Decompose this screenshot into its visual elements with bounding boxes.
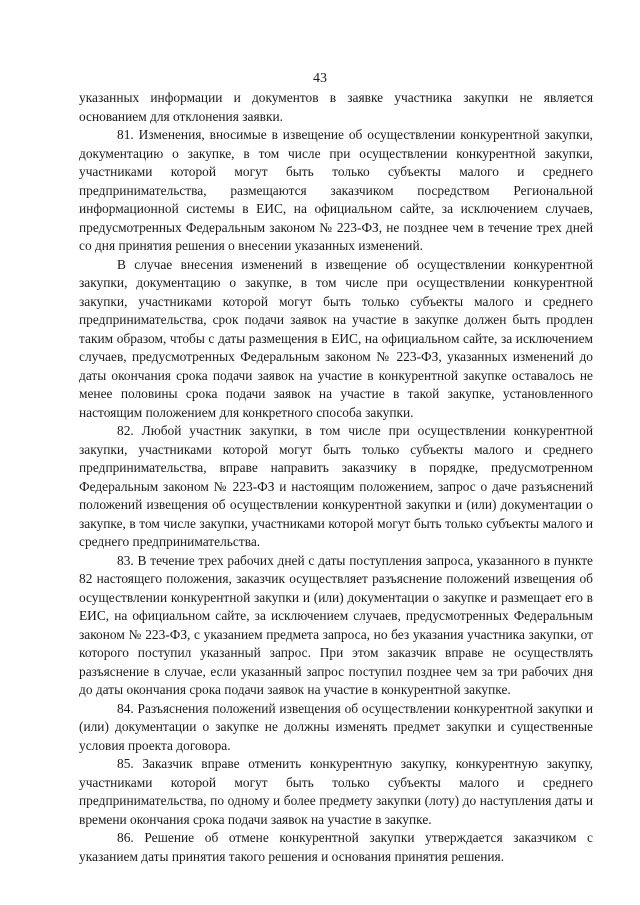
paragraph-continuation: указанных информации и документов в заявке участника закупки не является основанием для отклонения заявки. [79,90,593,124]
paragraph-81-amendments: В случае внесения изменений в извещение об осуществлении конкурентной закупки, документацию о закупке, в том числе при осуществлении конкурентной закупки, участниками которой могут быть только субъекты малого и среднего предпринимательства, срок подачи заявок на участие в закупке должен быть продлен таким образом, чтобы с даты размещения в ЕИС, на официальном сайте, за исключением случаев, предусмотренных Федеральным законом № 223-ФЗ, указанных изменений до даты окончания срока подачи заявок на участие в конкурентной закупке оставалось не менее половины срока подачи заявок на участие в такой закупке, установленного настоящим положением для конкретного способа закупки. [79,256,593,420]
paragraph-86: 86. Решение об отмене конкурентной закупки утверждается заказчиком с указанием даты принятия такого решения и основания принятия решения. [79,830,593,864]
paragraph-83: 83. В течение трех рабочих дней с даты поступления запроса, указанного в пункте 82 настоящего положения, заказчик осуществляет разъяснение положений извещения об осуществлении конкурентной закупки и (или) документации о закупке и размещает его в ЕИС, на официальном сайте, за исключением случаев, предусмотренных Федеральным законом № 223-ФЗ, с указанием предмета запроса, но без указания участника закупки, от которого поступил указанный запрос. При этом заказчик вправе не осуществлять разъяснение в случае, если указанный запрос поступил позднее чем за три рабочих дня до даты окончания срока подачи заявок на участие в конкурентной закупке. [79,552,593,697]
paragraph-82: 82. Любой участник закупки, в том числе при осуществлении конкурентной закупки, участниками которой могут быть только субъекты малого и среднего предпринимательства, вправе направить заказчику в порядке, предусмотренном Федеральным законом № 223-ФЗ и настоящим положением, запрос о даче разъяснений положений извещения об осуществлении конкурентной закупки и (или) документации о закупке, в том числе закупки, участниками которой могут быть только субъекты малого и среднего предпринимательства. [79,423,593,549]
paragraph-81: 81. Изменения, вносимые в извещение об осуществлении конкурентной закупки, документацию о закупке, в том числе при осуществлении конкурентной закупки, участниками которой могут быть только субъекты малого и среднего предпринимательства, размещаются заказчиком посредством Региональной информационной системы в ЕИС, на официальном сайте, за исключением случаев, предусмотренных Федеральным законом № 223-ФЗ, не позднее чем в течение трех дней со дня принятия решения о внесении указанных изменений. [79,127,593,253]
paragraph-84: 84. Разъяснения положений извещения об осуществлении конкурентной закупки и (или) документации о закупке не должны изменять предмет закупки и существенные условия проекта договора. [79,700,593,753]
paragraph-85: 85. Заказчик вправе отменить конкурентную закупку, конкурентную закупку, участниками которой могут быть только субъекты малого и среднего предпринимательства, по одному и более предмету закупки (лоту) до наступления даты и времени окончания срока подачи заявок на участие в закупке. [79,756,593,827]
page-number: 43 [313,71,327,86]
document-body [79,89,593,866]
